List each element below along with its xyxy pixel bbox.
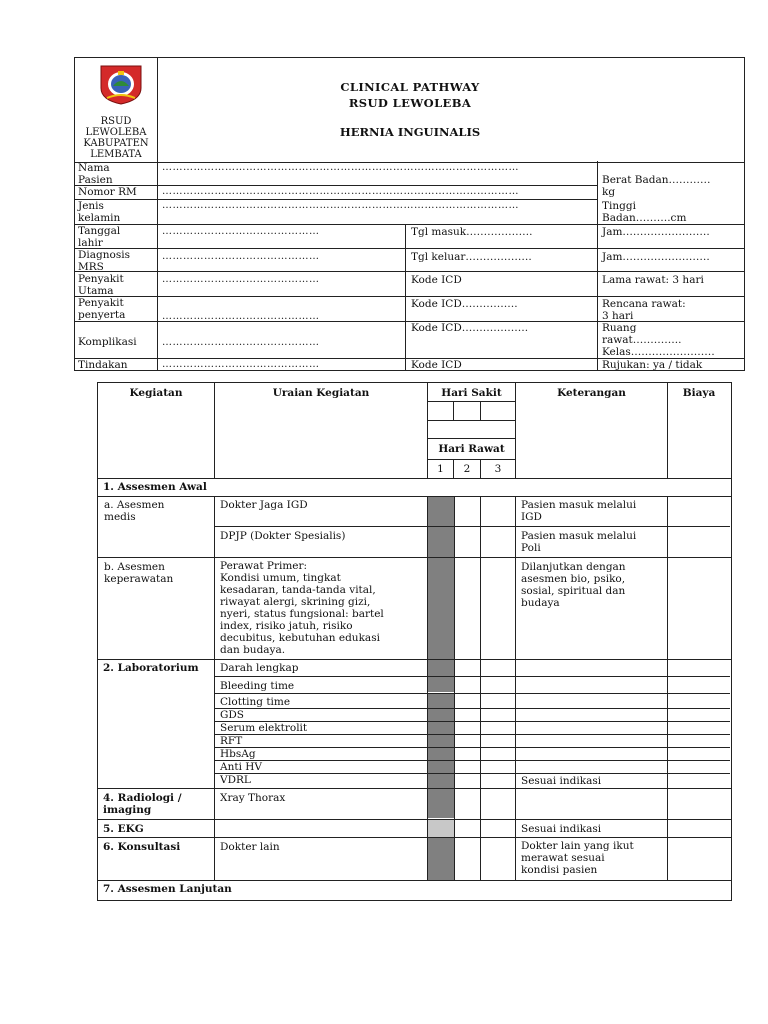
tgl-masuk-field[interactable]: Tgl masuk………………. — [411, 226, 533, 238]
table-rule — [214, 693, 730, 694]
nama-label: Nama Pasien — [78, 162, 113, 186]
tinggi-badan-field[interactable]: Tinggi Badan……….cm — [602, 200, 687, 224]
jenis-kelamin-label: Jenis kelamin — [78, 200, 121, 224]
lab-item: VDRL — [220, 774, 251, 786]
jam-masuk-field[interactable]: Jam……………………. — [602, 226, 710, 238]
table-col-rule — [214, 496, 215, 880]
rujukan: Rujukan: ya / tidak — [602, 359, 703, 371]
day1-shade — [428, 694, 454, 818]
lab-item: Serum elektrolit — [220, 722, 308, 734]
lab-item: Darah lengkap — [220, 662, 299, 674]
hospital-logo — [98, 62, 144, 106]
col-hari-sakit: Hari Sakit — [441, 387, 502, 399]
section-radiologi: 4. Radiologi / imaging — [103, 792, 182, 816]
hospital-name: RSUD LEWOLEBA KABUPATEN LEMBATA — [83, 116, 149, 160]
kode-icd-utama[interactable]: Kode ICD — [411, 274, 462, 286]
table-rule — [427, 401, 515, 402]
perawat-primer: Perawat Primer: Kondisi umum, tingkat kesadaran, tanda-tanda vital, riwayat alergi, skrining gizi, nyeri, status fungsional: bartel index, risiko jatuh, risiko decubitus, kebutuhan edukasi dan budaya. — [220, 560, 384, 656]
day1-shade — [428, 838, 454, 880]
kode-icd-penyerta[interactable]: Kode ICD……………. — [411, 298, 518, 310]
lama-rawat: Lama rawat: 3 hari — [602, 274, 704, 286]
day-1: 1 — [437, 463, 444, 475]
table-rule — [214, 708, 730, 709]
lab-item: Clotting time — [220, 696, 291, 708]
ket-masuk-poli: Pasien masuk melalui Poli — [521, 530, 637, 554]
ket-sesuai-indikasi-ekg: Sesuai indikasi — [521, 823, 602, 835]
section-laboratorium: 2. Laboratorium — [103, 662, 199, 674]
table-rule — [427, 459, 515, 460]
table-rule — [214, 773, 730, 774]
form-col-rule — [405, 224, 406, 370]
col-uraian: Uraian Kegiatan — [272, 387, 370, 399]
nomor-rm-field[interactable]: ………………………………………………………………………………………… — [162, 186, 519, 197]
header-box — [74, 57, 745, 163]
table-rule — [97, 788, 731, 789]
ket-masuk-igd: Pasien masuk melalui IGD — [521, 499, 637, 523]
table-rule — [97, 496, 731, 497]
dpjp-dokter-spesialis: DPJP (Dokter Spesialis) — [220, 530, 346, 542]
table-rule — [97, 557, 731, 558]
day1-shade — [428, 558, 454, 659]
table-rule — [214, 747, 730, 748]
nama-field[interactable]: ………………………………………………………………………………………… — [162, 162, 519, 173]
day1-shade-light — [428, 820, 454, 837]
penyakit-penyerta-field[interactable]: ……………………………………… — [162, 311, 320, 322]
komplikasi-field[interactable]: ……………………………………… — [162, 337, 320, 348]
jenis-kelamin-field[interactable]: ………………………………………………………………………………………… — [162, 200, 519, 211]
header-divider — [157, 57, 158, 161]
penyakit-utama-label: Penyakit Utama — [78, 273, 124, 297]
day-2: 2 — [463, 463, 471, 475]
diagnosis-label: Diagnosis MRS — [78, 249, 130, 273]
title-hospital: RSUD LEWOLEBA — [348, 96, 472, 110]
lab-item: Bleeding time — [220, 680, 295, 692]
form-col-rule — [157, 161, 158, 370]
table-rule — [427, 438, 515, 439]
table-rule — [214, 676, 730, 677]
ket-dokter-lain: Dokter lain yang ikut merawat sesuai kondisi pasien — [521, 840, 634, 876]
section-assesmen-awal: 1. Assesmen Awal — [103, 481, 207, 493]
day-3: 3 — [494, 463, 502, 475]
lab-item: GDS — [220, 709, 244, 721]
diagnosis-field[interactable]: ……………………………………… — [162, 251, 320, 262]
berat-badan-field[interactable]: Berat Badan………… kg — [602, 174, 711, 198]
ket-asesmen-bio: Dilanjutkan dengan asesmen bio, psiko, sosial, spiritual dan budaya — [521, 561, 626, 609]
lab-item: RFT — [220, 735, 243, 747]
ruang-rawat-field[interactable]: Ruang rawat………….. Kelas…………………… — [602, 322, 715, 358]
form-rule — [74, 296, 744, 297]
table-col-rule — [453, 401, 454, 420]
table-rule — [214, 760, 730, 761]
penyakit-utama-field[interactable]: ……………………………………… — [162, 274, 320, 285]
penyakit-penyerta-label: Penyakit penyerta — [78, 297, 126, 321]
tanggal-lahir-field[interactable]: ……………………………………… — [162, 226, 320, 237]
rencana-rawat: Rencana rawat: 3 hari — [602, 298, 686, 322]
table-rule — [427, 420, 515, 421]
col-keterangan: Keterangan — [557, 387, 626, 399]
xray-thorax: Xray Thorax — [220, 792, 286, 804]
tgl-keluar-field[interactable]: Tgl keluar………………. — [411, 251, 532, 263]
table-rule — [214, 734, 730, 735]
komplikasi-label: Komplikasi — [78, 336, 137, 348]
col-kegiatan: Kegiatan — [129, 387, 183, 399]
col-hari-rawat: Hari Rawat — [438, 443, 505, 455]
jam-keluar-field[interactable]: Jam……………………. — [602, 251, 710, 263]
table-rule — [214, 526, 730, 527]
table-col-rule — [480, 496, 481, 880]
title-clinical-pathway: CLINICAL PATHWAY — [340, 80, 480, 94]
tanggal-lahir-label: Tanggal lahir — [78, 225, 121, 249]
section-ekg: 5. EKG — [103, 823, 144, 835]
nomor-rm-label: Nomor RM — [78, 186, 137, 198]
table-col-rule — [515, 496, 516, 880]
tindakan-field[interactable]: ……………………………………… — [162, 359, 320, 370]
table-col-rule — [480, 401, 481, 420]
table-rule — [97, 659, 731, 660]
kode-icd-tindakan[interactable]: Kode ICD — [411, 359, 462, 371]
ket-sesuai-indikasi-lab: Sesuai indikasi — [521, 775, 602, 787]
form-rule — [74, 224, 744, 225]
table-col-rule — [667, 496, 668, 880]
asesmen-medis-label: a. Asesmen medis — [104, 499, 165, 523]
form-col-rule — [597, 161, 598, 370]
subtitle-diagnosis: HERNIA INGUINALIS — [339, 125, 481, 139]
section-konsultasi: 6. Konsultasi — [103, 841, 181, 853]
table-col-rule — [454, 496, 455, 880]
table-rule — [97, 478, 731, 479]
lab-item: Anti HV — [220, 761, 262, 773]
form-rule — [74, 248, 744, 249]
lab-item: HbsAg — [220, 748, 256, 760]
dokter-jaga-igd: Dokter Jaga IGD — [220, 499, 308, 511]
asesmen-keperawatan-label: b. Asesmen keperawatan — [104, 561, 174, 585]
kode-icd-komplikasi[interactable]: Kode ICD………………. — [411, 322, 529, 334]
col-biaya: Biaya — [682, 387, 716, 399]
table-rule — [97, 819, 731, 820]
table-rule — [97, 837, 731, 838]
tindakan-label: Tindakan — [78, 359, 128, 371]
day1-shade — [428, 497, 454, 557]
section-assesmen-lanjutan: 7. Assesmen Lanjutan — [103, 883, 232, 895]
pathway-table — [97, 382, 732, 901]
table-rule — [97, 880, 731, 881]
form-rule — [74, 271, 744, 272]
dokter-lain: Dokter lain — [220, 841, 280, 853]
